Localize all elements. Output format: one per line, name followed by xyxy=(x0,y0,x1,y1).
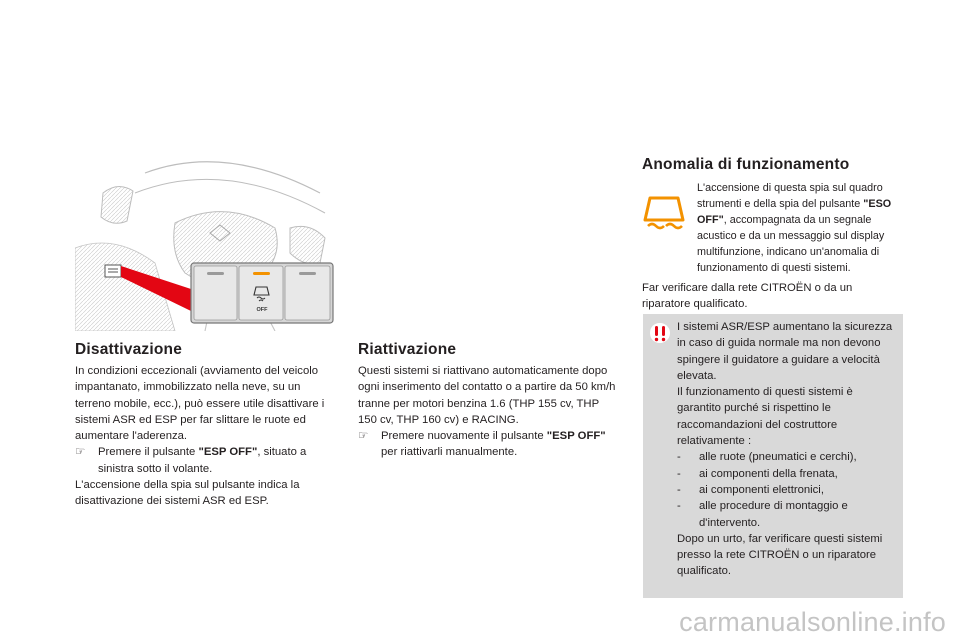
section-title-riattivazione: Riattivazione xyxy=(358,341,457,358)
riattivazione-step: ☞ Premere nuovamente il pulsante "ESP OFF" per riattivarli manualmente. xyxy=(358,430,606,459)
warning-item: - ai componenti della frenata, xyxy=(677,467,838,480)
esp-led xyxy=(253,272,270,275)
warning-text xyxy=(677,319,899,580)
section-title-anomalia: Anomalia di funzionamento xyxy=(642,156,850,173)
warning-intro: I sistemi ASR/ESP aumentano la sicurezza in caso di guida normale ma non devono spingere il guidatore a guidare a velocità elevata. xyxy=(677,321,893,382)
warning-item: - ai componenti elettronici, xyxy=(677,483,824,496)
anomalia-icon-text: L'accensione di questa spia sul quadro strumenti e della spia del pulsante "ESO OFF", accompagnata da un segnale acustico e da un messaggio sul display multifunzione, indicano un'anomalia di funzionamento di questi sistemi. xyxy=(697,182,892,274)
esp-button-illustration xyxy=(75,153,337,331)
hand-pointer-icon: ☞ xyxy=(75,446,86,459)
disattivazione-step: ☞ Premere il pulsante "ESP OFF", situato a sinistra sotto il volante. xyxy=(75,446,307,475)
off-label: OFF xyxy=(256,307,268,313)
dashboard-drawing xyxy=(75,153,337,331)
disattivazione-body xyxy=(75,363,337,510)
esp-warning-lamp-icon xyxy=(642,194,688,234)
warning-conditions: Il funzionamento di questi sistemi è garantito purché si rispettino le raccomandazioni del costruttore relativamente : xyxy=(677,386,853,448)
riattivazione-intro: Questi sistemi si riattivano automaticamente dopo ogni inserimento del contatto o a partire da 50 km/h tranne per motori benzina 1.6 (THP 155 cv, THP 150 cv, THP 160 cv) e RACING. xyxy=(358,365,616,426)
disattivazione-note: L'accensione della spia sul pulsante indica la disattivazione dei sistemi ASR ed ESP. xyxy=(75,479,300,508)
riattivazione-body xyxy=(358,363,620,461)
hand-pointer-icon: ☞ xyxy=(358,430,369,443)
warning-item: - alle procedure di montaggio e d'intervento. xyxy=(677,500,848,529)
warning-closing: Dopo un urto, far verificare questi sistemi presso la rete CITROËN o un riparatore qualificato. xyxy=(677,532,883,578)
warning-box xyxy=(643,314,903,598)
disattivazione-intro: In condizioni eccezionali (avviamento del veicolo impantanato, immobilizzato nella neve, su un terreno mobile, ecc.), può essere utile disattivare i sistemi ASR ed ESP per far slittare le ruote ed aumentare l'aderenza. xyxy=(75,365,325,443)
anomalia-advice: Far verificare dalla rete CITROËN o da un riparatore qualificato. xyxy=(642,282,853,311)
esp-off-label: "ESP OFF" xyxy=(546,430,606,443)
watermark: carmanualsonline.info xyxy=(679,607,946,637)
section-title-disattivazione: Disattivazione xyxy=(75,341,183,358)
exclamation-warning-icon xyxy=(649,322,671,344)
esp-off-label: "ESP OFF" xyxy=(198,446,258,459)
eso-off-label: "ESO OFF" xyxy=(697,197,892,226)
warning-item: - alle ruote (pneumatici e cerchi), xyxy=(677,451,857,464)
